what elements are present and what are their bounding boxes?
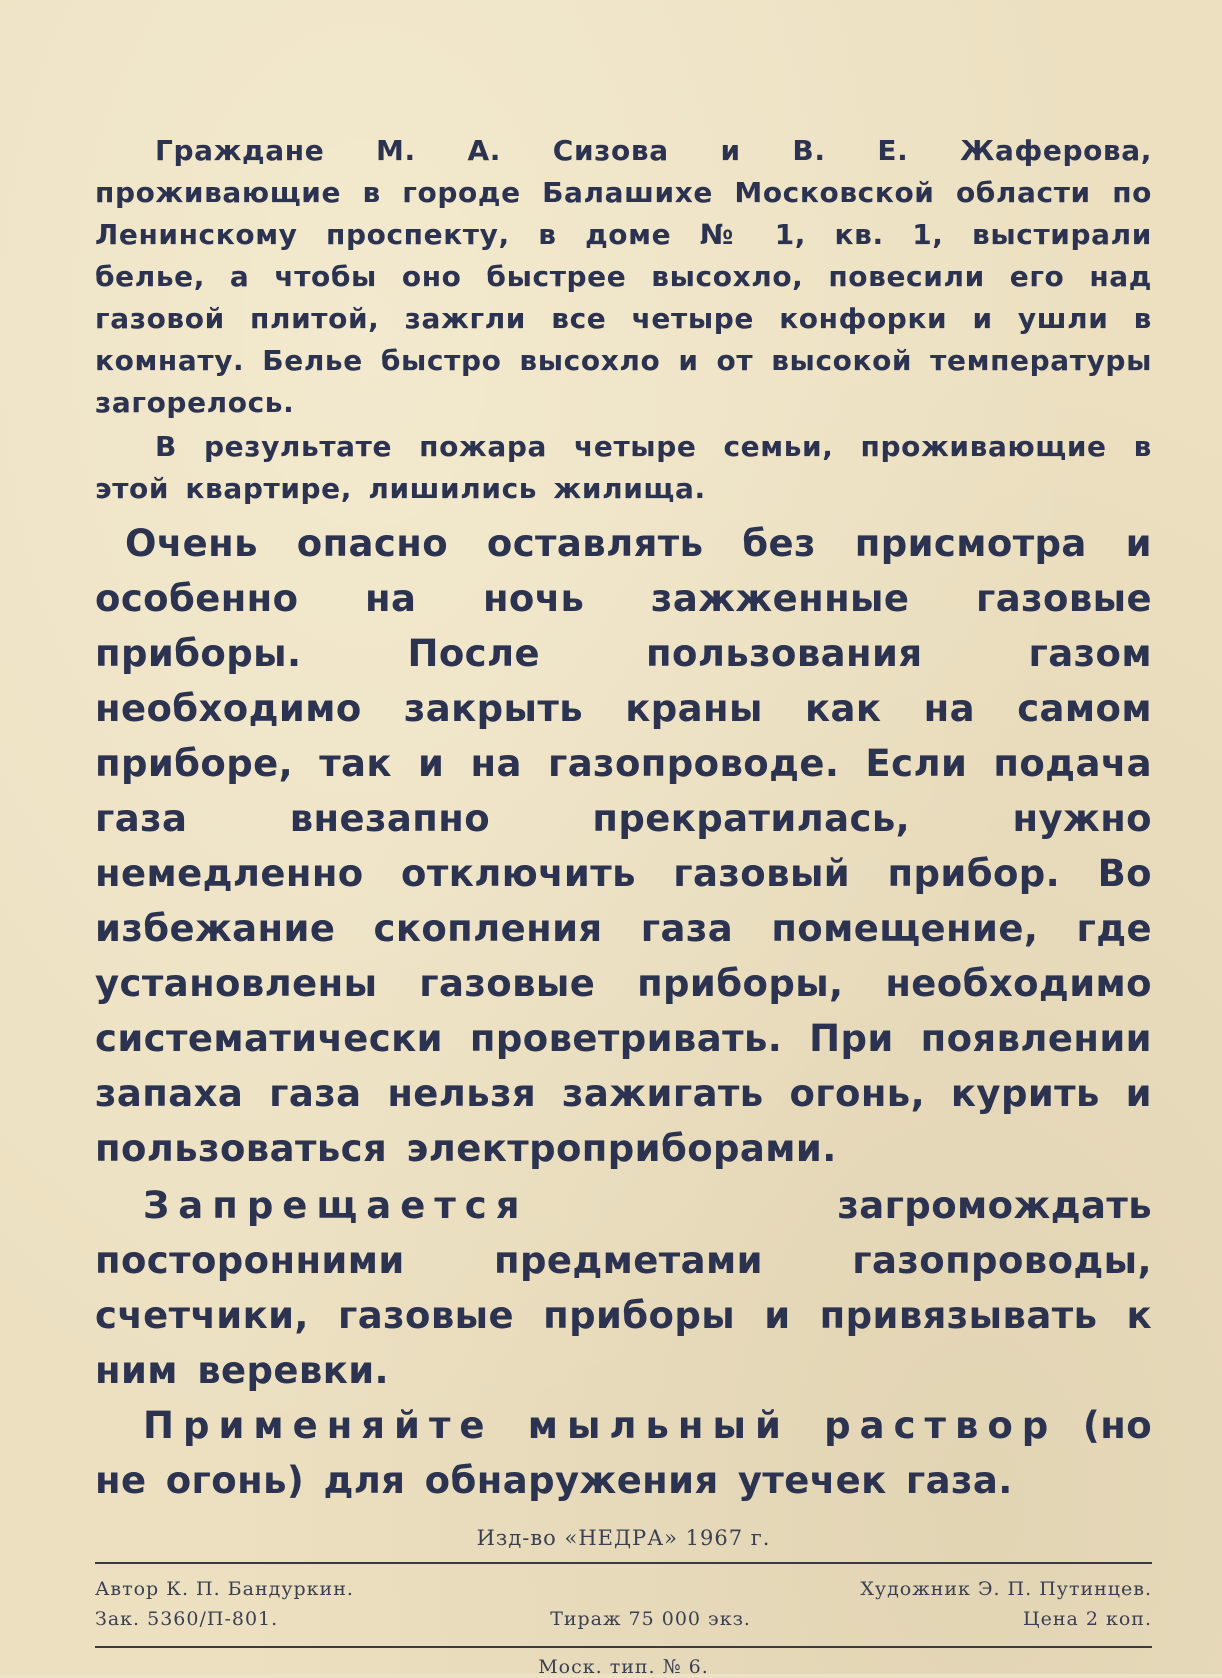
publisher-line: Изд-во «НЕДРА» 1967 г. bbox=[476, 1526, 771, 1550]
paragraph-incident: Граждане М. А. Сизова и В. Е. Жаферова, проживающие в городе Балашихе Московской области по Ленинскому проспекту, в доме № 1, кв. 1, выстирали белье, а чтобы оно быстрее высохло, повесили его над газовой плитой, зажгли все четыре конфорки и ушли в комнату. Белье быстро высохло и от высокой температуры загорелось. bbox=[95, 134, 1152, 419]
divider-bottom bbox=[95, 1646, 1152, 1648]
artist-credit: Художник Э. П. Путинцев. bbox=[860, 1578, 1152, 1600]
imprint-row-print-info bbox=[95, 1604, 1152, 1634]
paragraph-consequence: В результате пожара четыре семьи, проживающие в этой квартире, лишились жилища. bbox=[95, 430, 1152, 505]
imprint-row-credits bbox=[95, 1574, 1152, 1604]
paragraph-prohibition bbox=[95, 1178, 1152, 1398]
paragraph-safety-rules: Очень опасно оставлять без присмотра и особенно на ночь зажженные газовые приборы. После пользования газом необходимо закрыть краны как на самом приборе, так и на газопроводе. Если подача газа внезапно прекратилась, нужно немедленно отключить газовый прибор. Во избежание скопления газа помещение, где установлены газовые приборы, необходимо систематически проветривать. При появлении запаха газа нельзя зажигать огонь, курить и пользоваться электроприборами. bbox=[95, 522, 1152, 1170]
printing-house: Моск. тип. № 6. bbox=[538, 1656, 709, 1678]
imprint-block bbox=[95, 1574, 1152, 1634]
paragraph-leak-detection bbox=[95, 1398, 1152, 1508]
order-number: Зак. 5360/П-801. bbox=[95, 1608, 279, 1630]
prohibition-text: загромождать посторонними предметами газопроводы, счетчики, газовые приборы и привязывать к ним веревки. bbox=[95, 1184, 1152, 1392]
circulation: Тираж 75 000 экз. bbox=[550, 1608, 751, 1630]
leak-detection-lead-words: Применяйте мыльный раствор bbox=[143, 1404, 1058, 1447]
author-credit: Автор К. П. Бандуркин. bbox=[95, 1578, 354, 1600]
price: Цена 2 коп. bbox=[1023, 1608, 1152, 1630]
prohibition-lead-word: Запрещается bbox=[143, 1184, 529, 1227]
divider-top bbox=[95, 1562, 1152, 1564]
leak-detection-text: (но не огонь) для обнаружения утечек газа. bbox=[95, 1404, 1153, 1502]
